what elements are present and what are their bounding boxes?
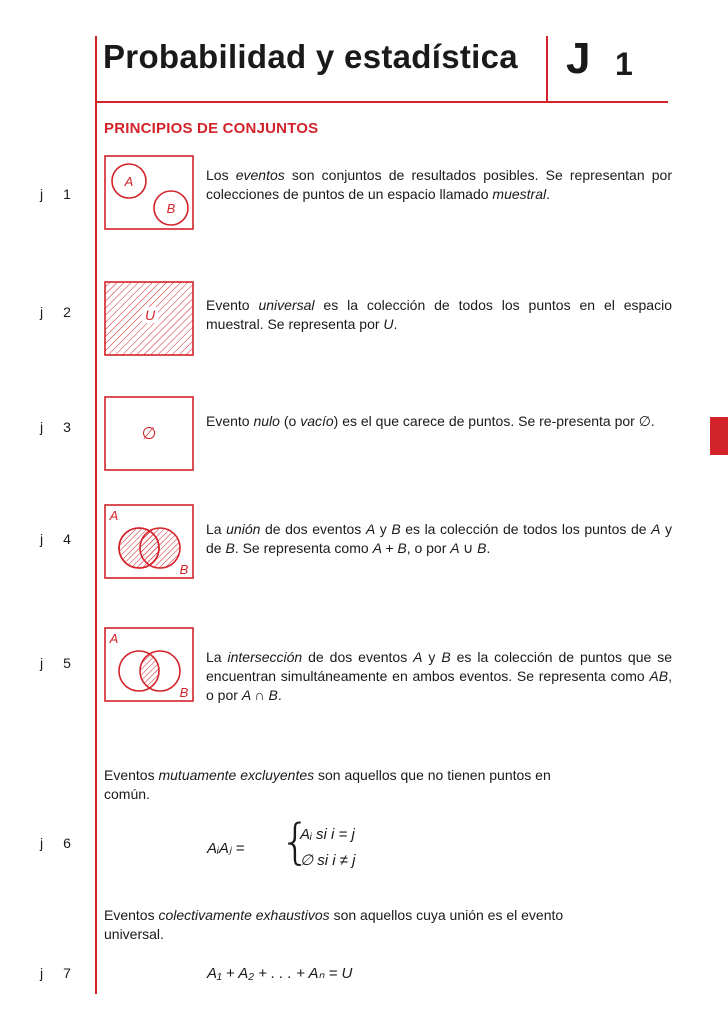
section-heading: PRINCIPIOS DE CONJUNTOS (104, 120, 319, 137)
item-description-j5: La intersección de dos eventos A y B es la colección de puntos que se encuentran simultáneamente en ambos eventos. Se representa como AB, o por A ∩ B. (206, 649, 673, 703)
section-tab-marker (710, 417, 728, 455)
item-label-j6: j 6 (40, 835, 71, 851)
set-b-label: B (166, 201, 176, 216)
item-label-j1: j 1 (40, 186, 71, 202)
empty-set-symbol: ∅ (141, 424, 157, 444)
union-diagram (104, 504, 194, 579)
empty-set-diagram (104, 396, 194, 471)
page-title: Probabilidad y estadística (103, 38, 518, 75)
item-label-j5: j 5 (40, 655, 71, 671)
section-code-letter: J (566, 34, 591, 83)
mutual-formula-case-1: Aᵢ si i = j (300, 826, 355, 843)
set-b-label: B (179, 562, 189, 577)
item-description-j3: Evento nulo (o vacío) es el que carece de puntos. Se re-presenta por ∅. (206, 413, 655, 429)
mutually-exclusive-definition: Eventos mutuamente excluyentes son aquellos que no tienen puntos en común. (104, 767, 551, 802)
item-description-j2: Evento universal es la colección de todos los puntos en el espacio muestral. Se representa por U. (206, 297, 672, 332)
header-divider (95, 101, 668, 103)
item-description-j1: Los eventos son conjuntos de resultados posibles. Se representan por colecciones de puntos de un espacio llamado muestral. (206, 167, 672, 202)
header-separator (546, 36, 548, 102)
mutual-formula-case-2: ∅ si i ≠ j (300, 852, 356, 869)
universal-set-diagram (104, 281, 194, 356)
collectively-exhaustive-definition: Eventos colectivamente exhaustivos son aquellos cuya unión es el evento universal. (104, 907, 564, 942)
item-label-j2: j 2 (40, 304, 71, 320)
section-code-number: 1 (615, 46, 633, 82)
mutual-formula-lhs: AᵢAⱼ = (207, 840, 245, 857)
intersection-diagram (104, 627, 194, 702)
set-a-label: A (124, 174, 134, 189)
mutual-formula-brace: { (280, 814, 311, 870)
item-label-j3: j 3 (40, 419, 71, 435)
item-description-j4: La unión de dos eventos A y B es la colección de todos los puntos de A y de B. Se representa como A + B, o por A ∪ B. (206, 521, 672, 556)
exhaustive-formula: A₁ + A₂ + . . . + Aₙ = U (207, 965, 353, 982)
margin-rule (95, 36, 97, 994)
set-a-label: A (109, 631, 119, 646)
item-label-j4: j 4 (40, 531, 71, 547)
set-a-label: A (109, 508, 119, 523)
set-b-label: B (179, 685, 189, 700)
universe-label: U (144, 307, 156, 323)
venn-diagram-events (104, 155, 194, 230)
item-label-j7: j 7 (40, 965, 71, 981)
